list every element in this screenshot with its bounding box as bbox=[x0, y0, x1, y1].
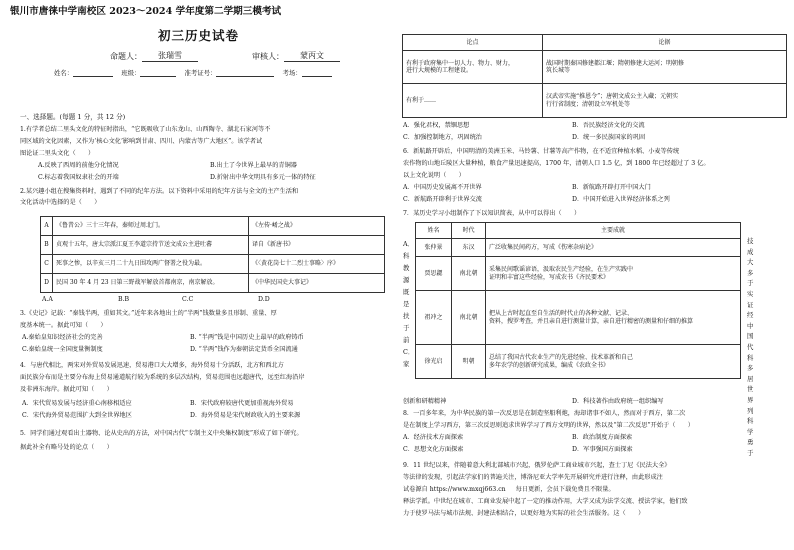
class-label: 班级： bbox=[121, 69, 141, 77]
q1-line3: 图论证二里头文化（ ） bbox=[20, 150, 95, 157]
q2-row-source: 译自《新唐书》 bbox=[249, 236, 385, 255]
q7-row-xu bbox=[416, 345, 741, 379]
q6-line3: 以上文化说明（ ） bbox=[403, 172, 465, 179]
q1-line2: 同区域的文化因素，又作为‘核心文化’影响到甘肃、四川、内蒙古等广大地区”。该学者试 bbox=[20, 138, 263, 145]
q4-option-c[interactable]: C．宋代海外贸易范围扩大到全世界地区 bbox=[22, 412, 132, 419]
q2-option-c[interactable]: C.C bbox=[182, 296, 194, 303]
q7-row-name: 贾思勰 bbox=[416, 257, 452, 291]
q5-option-c[interactable]: C．加强控制地方，巩固统治 bbox=[403, 134, 482, 141]
q7-row-name: 徐光启 bbox=[416, 345, 452, 379]
author-name: 张瑞雪 bbox=[142, 51, 198, 62]
q8-line2: 是在制度上学习西方，第三次反思则追求世界学习了西方文明的世界，然以及“第二次反思”开始于（ ） bbox=[403, 422, 694, 429]
q5-head-argument: 论点 bbox=[403, 35, 543, 51]
q7-row-era: 东汉 bbox=[452, 239, 486, 257]
q5-head-evidence: 论据 bbox=[543, 35, 787, 51]
q3-option-c[interactable]: C.秦始皇统一全国度量衡制度 bbox=[22, 346, 103, 353]
q2-row-d bbox=[41, 274, 385, 293]
section1-heading: 一、选择题。(每题 1 分，共 12 分) bbox=[20, 113, 126, 121]
q7-row-work: 把从上古时起直至自生活的时代止的各种文献、记录、 资料，搜罗考查，并且亲自进行测量计算，亲自进行精密的测量和仔细的推算 bbox=[486, 291, 741, 345]
q2-row-text: 贞观十五年，唐太宗派江夏王李道宗持节送文成公主进吐蕃 bbox=[53, 236, 249, 255]
q3-option-a[interactable]: A.秦始皇知识经济社会的完善 bbox=[22, 334, 103, 341]
q2-row-key: A bbox=[41, 217, 53, 236]
q8-option-d[interactable]: D．军事强国方面探索 bbox=[572, 446, 633, 453]
school-title: 银川市唐徕中学南校区 2023～2024 学年度第二学期三模考试 bbox=[10, 6, 282, 17]
q7-option-d[interactable]: D．科技著作由政府统一组织编写 bbox=[572, 398, 664, 405]
reviewer-name: 蒙丙文 bbox=[284, 51, 340, 62]
q6-option-c[interactable]: C．新航路开辟利于世界交流 bbox=[403, 196, 482, 203]
q7-row-work: 广泛收集民间药方，写成《伤寒杂病论》 bbox=[486, 239, 741, 257]
q3-line1: 3.《史记》记载：“秦钱半两，重如其文。”近年来各地出土的“半两”钱数量多且形制、重量、厚 bbox=[20, 310, 277, 317]
q4-line2: 面民族分布而是主要分布海上贸易通道航行较为系统的多层次结构，贸易范围也远超唐代，远至红海沿岸 bbox=[20, 374, 305, 381]
q4-option-d[interactable]: D．海外贸易是宋代财政收入的主要来源 bbox=[190, 412, 301, 419]
q7-row-work: 总结了我国古代农业生产的先进经验、技术革新和自己 多年农学的创新研究成果，编成《农政全书》 bbox=[486, 345, 741, 379]
class-field[interactable] bbox=[140, 70, 176, 77]
q6-option-a[interactable]: A．中国历史发展离不开世界 bbox=[403, 184, 482, 191]
q2-row-b bbox=[41, 236, 385, 255]
q2-row-key: B bbox=[41, 236, 53, 255]
q7-row-era: 南北朝 bbox=[452, 291, 486, 345]
q8-line1: 8．一百多年来，为中华民族的第一次反思是在制造坚船利炮，海却诸事不如人，然而对于西方，第二次 bbox=[403, 410, 686, 417]
q9-line4: 力于使罗马法与城市法规、封建法相结合，以更好地为实际的社会生活服务。这（ ） bbox=[403, 510, 645, 517]
q7-row-zu bbox=[416, 291, 741, 345]
q5-argument-table bbox=[402, 34, 787, 118]
q5-option-a[interactable]: A．强化君权，禁锢思想 bbox=[403, 122, 470, 129]
q2-row-key: D bbox=[41, 274, 53, 293]
q2-line1: 2.某兴趣小组在搜集资料时，遇到了不同的纪年方法。以下资料中采用的纪年方法与全文的主产生活和 bbox=[20, 188, 299, 195]
q7-table bbox=[415, 222, 741, 379]
q4-option-b[interactable]: B．宋代政府较唐代更加重视海外贸易 bbox=[190, 400, 294, 407]
q2-row-a bbox=[41, 217, 385, 236]
name-field[interactable] bbox=[73, 70, 113, 77]
q9-line2: 等法律的发现，引起法学家们的普遍关注，博洛尼亚大学率先开展研究并进行注释，由此形成注 bbox=[403, 474, 663, 481]
q5-row2-argument: 有利于…… bbox=[403, 84, 543, 118]
q7-right-options: 技成大多于实证经中国代科多居世界列科学勇于 bbox=[747, 237, 754, 457]
q9-line3: 释法学派。中世纪在城市、工商业发展中起了一定的推动作用，大学又成为法学交流、授法学家，他们致 bbox=[403, 498, 688, 505]
author-line bbox=[110, 51, 198, 62]
q4-line3: 及非洲东海岸。据此可知（ ） bbox=[20, 386, 113, 393]
q5-line2: 据此补全有略号处的论点（ ） bbox=[20, 444, 113, 451]
q1-option-a[interactable]: A.反映了西周的前他分化情况 bbox=[38, 162, 119, 169]
q3-option-d[interactable]: D. “半两”钱作为秦朝法定货币全国流通 bbox=[190, 346, 298, 353]
q1-option-c[interactable]: C.标志着我国奴隶社会的开端 bbox=[38, 174, 119, 181]
watermark-note: 每日更新，会员下载免费且不限量。 bbox=[515, 486, 615, 493]
q2-row-source: 《中华民国史大事记》 bbox=[249, 274, 385, 293]
q8-option-a[interactable]: A．经济技术方面探索 bbox=[403, 434, 464, 441]
q7-head-era: 时代 bbox=[452, 223, 486, 239]
q8-option-b[interactable]: B．政治制度方面探索 bbox=[572, 434, 633, 441]
q7-head-name: 姓名 bbox=[416, 223, 452, 239]
q5-option-d[interactable]: D．统一多民族国家的巩固 bbox=[572, 134, 646, 141]
q6-line1: 6．新航路开辟后，中国明清的美洲玉米、马铃薯、甘薯等高产作物，在不适宜种植水稻、小麦等传统 bbox=[403, 148, 680, 155]
q7-row-era: 明朝 bbox=[452, 345, 486, 379]
q5-line1: 5．同学们通过观看出土器物、论从史出的方法，对中国古代“专制主义中央集权制度”形成了如下研究。 bbox=[20, 430, 303, 437]
q7-row-work: 采集民间歌谣谚语，汲取农民生产经验，在生产实践中 证明和丰富这些经验，写成农书《齐民要术》 bbox=[486, 257, 741, 291]
q7-table-head bbox=[416, 223, 741, 239]
room-label: 考场： bbox=[282, 69, 302, 77]
q2-row-text: 《鲁昔公》三十三年春，秦师过周北门。 bbox=[53, 217, 249, 236]
student-info-line bbox=[54, 69, 332, 77]
q2-row-text: 民国 30 年 4 月 23 日第三野战军解放首都南京，南京解放。 bbox=[53, 274, 249, 293]
q2-row-text: 死事之惨，以辛亥三月二十九日围攻两广督署之役为最。 bbox=[53, 255, 249, 274]
q2-option-b[interactable]: B.B bbox=[118, 296, 130, 303]
q7-option-c[interactable]: 创新和研精精神 bbox=[403, 398, 447, 405]
q4-option-a[interactable]: A．宋代贸易发展与经济重心南移相适应 bbox=[22, 400, 132, 407]
q9-line1: 9．11 世纪以来，伴随着意大利北部城市兴起，俄罗伦萨工商业城市兴起，查士丁尼《民法大全》 bbox=[403, 462, 671, 469]
q7-row-name: 张仲景 bbox=[416, 239, 452, 257]
q5-row1-argument: 有利于政府集中一切人力、物力、财力， 进行大规模的工程建设。 bbox=[403, 51, 543, 84]
q5-row2-evidence: 汉武帝实施“推恩令”；唐朝文成公主入藏；元朝实 行行省制度；清朝设立军机处等 bbox=[543, 84, 787, 118]
q7-row-era: 南北朝 bbox=[452, 257, 486, 291]
q5-row1-evidence: 战国时期秦国修建都江堰；隋朝修建大运河；明朝修 筑长城等 bbox=[543, 51, 787, 84]
q7-head-work: 主要成就 bbox=[486, 223, 741, 239]
q2-line2: 文化活动中选择的是（ ） bbox=[20, 199, 101, 206]
q3-option-b[interactable]: B. “半两”钱是中国历史上最早的政府铸币 bbox=[190, 334, 304, 341]
q7-row-zhang bbox=[416, 239, 741, 257]
q5-table-head bbox=[403, 35, 787, 51]
q2-row-source: 《左传·崤之战》 bbox=[249, 217, 385, 236]
q7-row-jia bbox=[416, 257, 741, 291]
q5-table-row1 bbox=[403, 51, 787, 84]
q1-line1: 1.有学者总结二里头文化的特征时指出，“它既吸收了山东龙山、山西陶寺、湖北石家河等不 bbox=[20, 126, 271, 133]
q7-row-name: 祖冲之 bbox=[416, 291, 452, 345]
q2-table bbox=[40, 216, 385, 293]
q2-row-c bbox=[41, 255, 385, 274]
author-label: 命题人： bbox=[110, 52, 142, 61]
id-field[interactable] bbox=[216, 70, 274, 77]
q5-option-b[interactable]: B．吾民族经济文化的交流 bbox=[572, 122, 645, 129]
exam-title: 初三历史试卷 bbox=[158, 28, 240, 43]
q2-option-a[interactable]: A.A bbox=[42, 296, 53, 303]
reviewer-line bbox=[252, 51, 340, 62]
reviewer-label: 审核人： bbox=[252, 52, 284, 61]
q6-line2: 农作物的山地丘陵区大量种植，粮食产量迅速提高，1700 年，清朝人口 1.5 亿，到 1800 年已经超过了 3 亿。 bbox=[403, 160, 710, 167]
q6-option-d[interactable]: D．中国开始进入世界经济体系之列 bbox=[572, 196, 670, 203]
q2-row-key: C bbox=[41, 255, 53, 274]
q7-left-options: A．科教源既是扶于前C．家 bbox=[403, 240, 415, 368]
q4-line1: 4．与唐代相比，两宋对外贸易发展迅速，贸易港口大大增多，海外贸易十分活跃，北方和西北方 bbox=[20, 362, 284, 369]
watermark-line bbox=[403, 486, 615, 494]
q6-option-b[interactable]: B．新航路开辟打开中国大门 bbox=[572, 184, 651, 191]
q1-option-d[interactable]: D.折射出中华文明具有多元一体的特征 bbox=[210, 174, 316, 181]
watermark-source: 试卷源自 https://www.mxqj663.cn bbox=[403, 486, 506, 493]
q7-line1: 7．某历史学习小组制作了下以知识简表，从中可以得出（ ） bbox=[403, 210, 581, 217]
q5-table-row2 bbox=[403, 84, 787, 118]
room-field[interactable] bbox=[302, 70, 332, 77]
q2-row-source: 《〈黄花岗七十二烈士事略〉序》 bbox=[249, 255, 385, 274]
name-label: 姓名： bbox=[54, 69, 74, 77]
q3-line2: 度基本统一。据此可知（ ） bbox=[20, 322, 107, 329]
q2-option-d[interactable]: D.D bbox=[258, 296, 270, 303]
q1-option-b[interactable]: B.出土了今世界上最早的青铜器 bbox=[210, 162, 297, 169]
q8-option-c[interactable]: C．思想文化方面探索 bbox=[403, 446, 464, 453]
id-label: 准考证号： bbox=[184, 69, 217, 77]
